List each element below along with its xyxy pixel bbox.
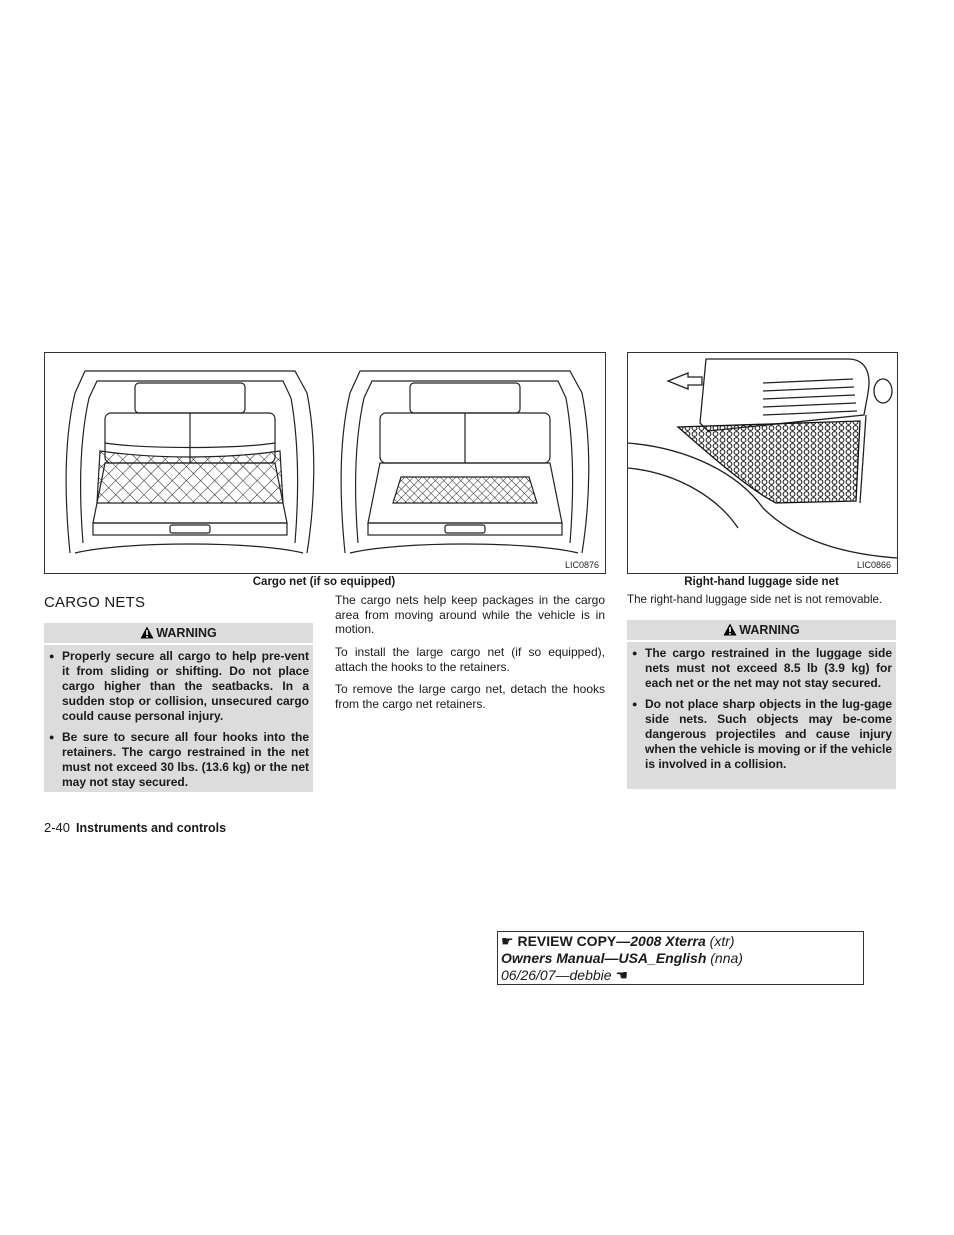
- large-cargo-net: [97, 451, 283, 503]
- review-date: 06/26/07—debbie: [501, 967, 612, 983]
- warning-item: ● The cargo restrained in the luggage side nets must not exceed 8.5 lb (3.9 kg) for each net or the net may not stay secured.: [631, 646, 892, 691]
- figure-code: LIC0876: [564, 560, 599, 570]
- body-paragraph: The cargo nets help keep packages in the cargo area from moving around while the vehicle is in motion.: [335, 593, 605, 637]
- review-label: REVIEW COPY—: [517, 933, 631, 949]
- warning-list: [44, 645, 313, 796]
- figure-caption: Cargo net (if so equipped): [252, 576, 396, 588]
- review-line-1: [501, 933, 860, 950]
- figure-code: LIC0866: [856, 560, 891, 570]
- side-net-warning-box: [627, 620, 896, 789]
- warning-label: WARNING: [739, 623, 800, 637]
- warning-list: [627, 642, 896, 778]
- body-paragraph: To remove the large cargo net, detach the hooks from the cargo net retainers.: [335, 682, 605, 711]
- warning-header: [627, 620, 896, 642]
- review-model-code: (xtr): [709, 933, 735, 949]
- cargo-net-illustration: [45, 353, 605, 573]
- section-heading: CARGO NETS: [44, 594, 146, 611]
- pointing-hand-left-icon: ☚: [615, 967, 628, 983]
- side-net-figure: [627, 352, 898, 574]
- arrow-icon: [668, 373, 702, 389]
- pointing-hand-icon: ☛: [501, 933, 514, 949]
- review-manual: Owners Manual—USA_English: [501, 950, 707, 966]
- warning-box: [44, 623, 313, 792]
- warning-item: ● Properly secure all cargo to help pre-vent it from sliding or shifting. Do not place cargo higher than the seatbacks. In a sudden stop or collision, unsecured cargo could cause personal injury.: [48, 649, 309, 724]
- warning-item: ● Be sure to secure all four hooks into the retainers. The cargo restrained in the net must not exceed 30 lbs. (13.6 kg) or the net may not stay secured.: [48, 730, 309, 790]
- footer-section: Instruments and controls: [76, 821, 227, 835]
- review-copy-stamp: [497, 931, 864, 985]
- side-net-illustration: [628, 353, 897, 573]
- side-net-text: The right-hand luggage side net is not removable.: [627, 593, 883, 606]
- page-number: 2-40: [44, 820, 71, 835]
- body-paragraph: To install the large cargo net (if so equipped), attach the hooks to the retainers.: [335, 645, 605, 674]
- warning-triangle-icon: [140, 626, 154, 639]
- warning-label: WARNING: [156, 626, 217, 640]
- cargo-net-figure: [44, 352, 606, 574]
- figure-caption: Right-hand luggage side net: [684, 576, 839, 588]
- warning-header: [44, 623, 313, 645]
- vehicle-rear-view-2: [341, 371, 589, 553]
- page-footer: [44, 820, 226, 835]
- review-line-2: [501, 950, 860, 967]
- warning-triangle-icon: [723, 623, 737, 636]
- warning-item: ● Do not place sharp objects in the lug-gage side nets. Such objects may be-come dangerous projectiles and cause injury when the vehicle is moving or if the vehicle is involved in a collision.: [631, 697, 892, 772]
- review-manual-code: (nna): [710, 950, 743, 966]
- review-model: 2008 Xterra: [630, 933, 706, 949]
- floor-cargo-net: [393, 477, 537, 503]
- review-line-3: [501, 967, 860, 984]
